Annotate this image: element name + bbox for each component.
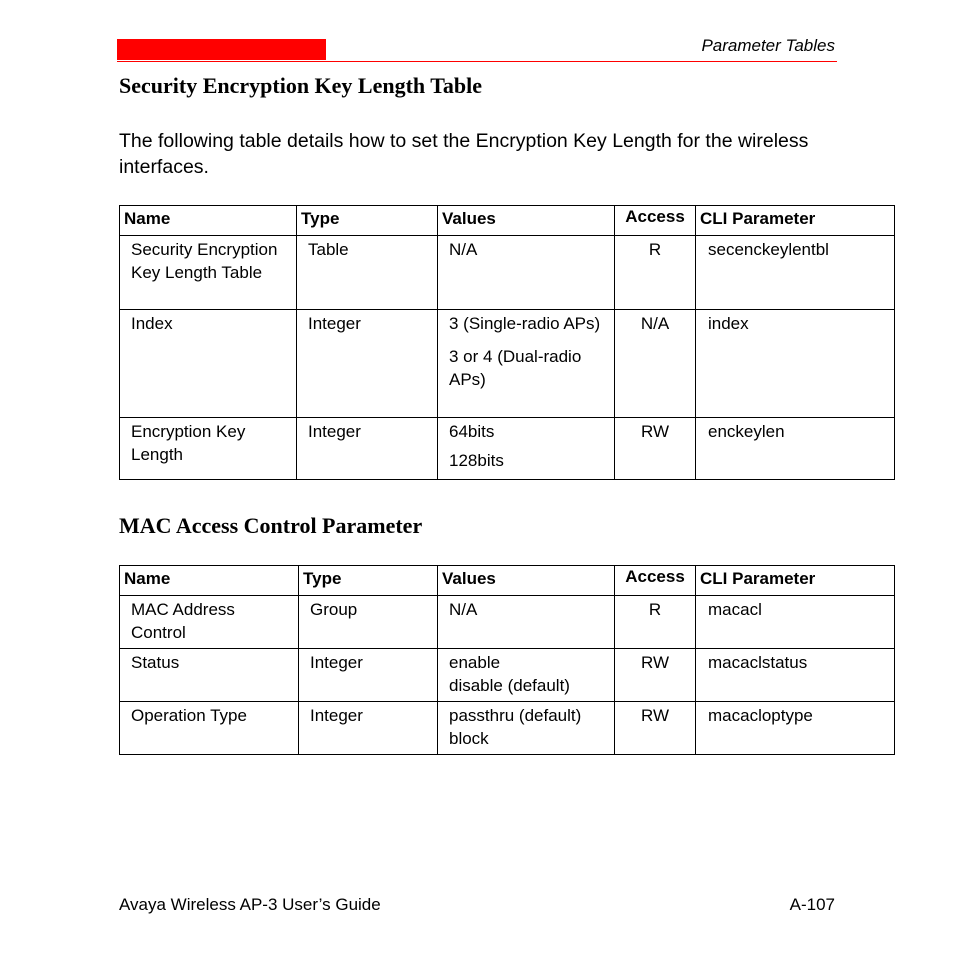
column-header: Name [120, 566, 299, 596]
footer-guide-title: Avaya Wireless AP-3 User’s Guide [119, 895, 381, 914]
table-header-row [120, 206, 895, 236]
value-line: 3 (Single-radio APs) [449, 314, 601, 333]
cell-values [438, 596, 615, 649]
table-row [120, 310, 895, 418]
cell-values [438, 310, 615, 418]
cell-name: Security Encryption Key Length Table [120, 236, 297, 310]
cell-cli: index [696, 310, 895, 418]
column-header: Type [299, 566, 438, 596]
cell-values [438, 236, 615, 310]
table-row [120, 236, 895, 310]
section-title-mac-access-control: MAC Access Control Parameter [119, 513, 423, 538]
value-line: N/A [449, 240, 478, 259]
cell-type: Group [299, 596, 438, 649]
value-line: 64bits [449, 422, 495, 441]
column-header: Name [120, 206, 297, 236]
value-line: block [449, 729, 489, 748]
cell-type: Table [297, 236, 438, 310]
cell-access: RW [615, 418, 696, 480]
cell-name: Operation Type [120, 702, 299, 755]
column-header: CLI Parameter [696, 566, 895, 596]
table-row [120, 702, 895, 755]
header-title: Parameter Tables [701, 36, 835, 55]
table-row [120, 418, 895, 480]
cell-access: R [615, 596, 696, 649]
column-header: Access [615, 566, 696, 596]
section-title-security-key-length: Security Encryption Key Length Table [119, 73, 483, 98]
cell-access: N/A [615, 310, 696, 418]
cell-name: Status [120, 649, 299, 702]
value-line: passthru (default) [449, 706, 582, 725]
cell-cli: macacloptype [696, 702, 895, 755]
cell-type: Integer [299, 649, 438, 702]
cell-name: MAC Address Control [120, 596, 299, 649]
cell-access: R [615, 236, 696, 310]
cell-type: Integer [299, 702, 438, 755]
value-line: 128bits [449, 451, 504, 470]
cell-cli: macacl [696, 596, 895, 649]
table-row [120, 649, 895, 702]
header-red-bar [117, 39, 326, 60]
footer-page-number: A-107 [789, 895, 835, 914]
cell-cli: macaclstatus [696, 649, 895, 702]
table-header-row [120, 566, 895, 596]
cell-values [438, 702, 615, 755]
value-line: 3 or 4 (Dual-radio APs) [449, 347, 582, 389]
column-header: Values [438, 566, 615, 596]
cell-cli: enckeylen [696, 418, 895, 480]
column-header: Access [615, 206, 696, 236]
cell-values [438, 649, 615, 702]
cell-name: Encryption Key Length [120, 418, 297, 480]
cell-type: Integer [297, 310, 438, 418]
column-header: CLI Parameter [696, 206, 895, 236]
cell-access: RW [615, 702, 696, 755]
cell-values [438, 418, 615, 480]
cell-access: RW [615, 649, 696, 702]
cell-name: Index [120, 310, 297, 418]
mac-access-control-table [119, 565, 895, 755]
value-line: enable [449, 653, 501, 672]
cell-cli: secenckeylentbl [696, 236, 895, 310]
value-line: N/A [449, 600, 478, 619]
header-rule [117, 61, 837, 62]
column-header: Type [297, 206, 438, 236]
table-row [120, 596, 895, 649]
value-line: disable (default) [449, 676, 570, 695]
security-key-length-table [119, 205, 895, 480]
intro-paragraph: The following table details how to set the Encryption Key Length for the wireless interfaces. [119, 130, 809, 178]
cell-type: Integer [297, 418, 438, 480]
column-header: Values [438, 206, 615, 236]
